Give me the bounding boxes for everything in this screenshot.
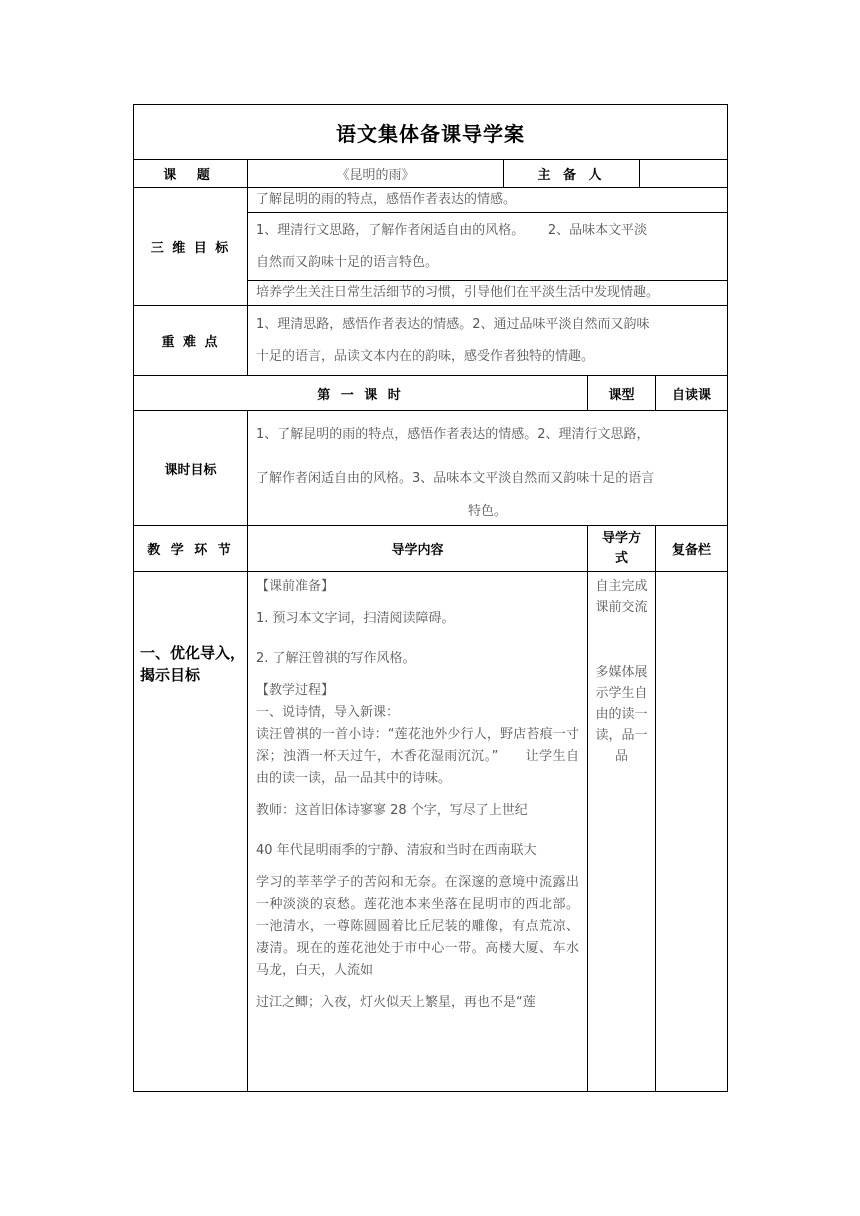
section-1-phase: 一、优化导入，揭示目标 <box>134 572 248 1092</box>
goal-line: 培养学生关注日常生活细节的习惯，引导他们在平淡生活中发现情趣。 <box>256 285 660 300</box>
key-points-row <box>134 306 728 376</box>
teacher-paragraph: 教师：这首旧体诗寥寥 28 个字，写尽了上世纪 <box>256 803 528 818</box>
period-row <box>134 376 728 411</box>
section-1-row <box>134 572 728 1092</box>
column-header-row <box>134 526 728 572</box>
period-goals-content <box>248 411 728 526</box>
key-points-label: 重 难 点 <box>134 306 248 376</box>
lesson-plan-table <box>133 104 728 1092</box>
period-goal-line: 1、了解昆明的雨的特点，感悟作者表达的情感。2、理清行文思路， <box>256 427 650 442</box>
col-content: 导学内容 <box>248 526 588 572</box>
goal-ability <box>248 213 728 281</box>
teacher-paragraph: 学习的莘莘学子的苦闷和无奈。在深邃的意境中流露出一种淡淡的哀愁。莲花池本来坐落在昆明市的西北部。一池清水，一尊陈圆圆着比丘尼装的雕像，有点荒凉、凄清。现在的莲花池处于市中心一带。高楼大厦、车水马龙，白天，人流如 <box>256 875 579 978</box>
lesson-type-value: 自读课 <box>656 376 728 411</box>
key-points-content <box>248 306 728 376</box>
key-point-line: 十足的语言，品读文本内在的韵味，感受作者独特的情趣。 <box>256 348 595 364</box>
goal-attitude <box>248 281 728 306</box>
topic-label: 课 题 <box>134 160 248 188</box>
col-mode: 导学方式 <box>588 526 656 572</box>
prep-item: 2. 了解汪曾祺的写作风格。 <box>256 651 416 666</box>
goals-row-1 <box>134 188 728 213</box>
prep-heading: 【课前准备】 <box>256 579 335 594</box>
period-label: 第 一 课 时 <box>134 376 588 411</box>
topic-row <box>134 160 728 188</box>
title-row <box>134 105 728 160</box>
process-heading: 【教学过程】 <box>256 683 335 698</box>
period-goals-row <box>134 411 728 526</box>
goal-line: 1、理清行文思路，了解作者闲适自由的风格。 2、品味本文平淡 <box>256 222 648 238</box>
preparer-value <box>640 160 728 188</box>
topic-value: 《昆明的雨》 <box>248 160 504 188</box>
poem-paragraph: 读汪曾祺的一首小诗：“莲花池外少行人，野店苔痕一寸深；浊酒一杯天过午，木香花湿雨沉沉。” 让学生自由的读一读，品一品其中的诗味。 <box>256 727 579 786</box>
mode-text: 自主完成课前交流 <box>595 579 648 615</box>
period-goal-line: 特色。 <box>468 504 508 519</box>
prep-item: 1. 预习本文字词，扫清阅读障碍。 <box>256 611 455 626</box>
section-1-mode <box>588 572 656 1092</box>
goal-line: 了解昆明的雨的特点，感悟作者表达的情感。 <box>256 192 517 207</box>
col-notes: 复备栏 <box>656 526 728 572</box>
key-point-line: 1、理清思路，感悟作者表达的情感。2、通过品味平淡自然而又韵味 <box>256 316 650 332</box>
mode-text: 多媒体展示学生自由的读一读，品一品 <box>595 665 648 764</box>
lesson-type-label: 课型 <box>588 376 656 411</box>
preparer-label: 主 备 人 <box>504 160 640 188</box>
teacher-paragraph: 40 年代昆明雨季的宁静、清寂和当时在西南联大 <box>256 843 537 858</box>
teacher-paragraph: 过江之鲫；入夜，灯火似天上繁星，再也不是“莲 <box>256 995 536 1010</box>
period-goal-line: 了解作者闲适自由的风格。3、品味本文平淡自然而又韵味十足的语言 <box>256 471 655 486</box>
goals-label: 三 维 目 标 <box>134 188 248 306</box>
section-1-content <box>248 572 588 1092</box>
section-1-notes <box>656 572 728 1092</box>
goal-knowledge <box>248 188 728 213</box>
document-title: 语文集体备课导学案 <box>134 105 728 160</box>
process-step: 一、说诗情，导入新课： <box>256 705 400 720</box>
period-goals-label: 课时目标 <box>134 411 248 526</box>
goal-line: 自然而又韵味十足的语言特色。 <box>256 254 439 270</box>
col-phase: 教 学 环 节 <box>134 526 248 572</box>
